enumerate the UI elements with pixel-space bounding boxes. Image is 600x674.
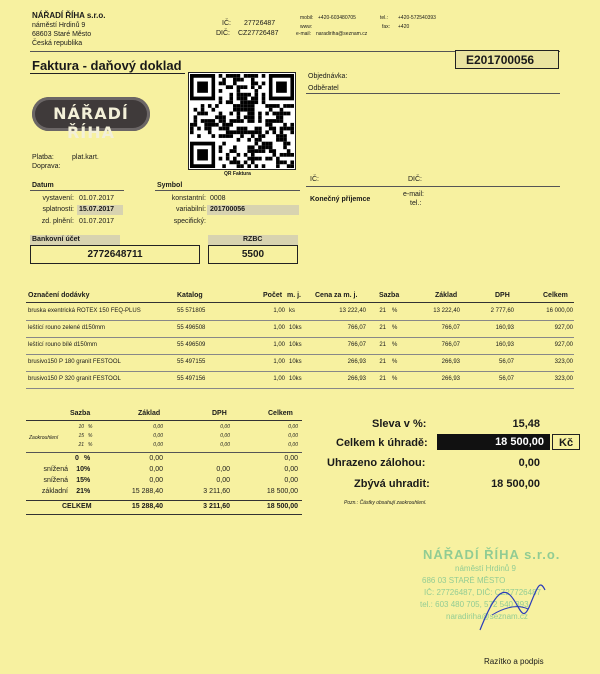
item-row-line (26, 371, 574, 372)
konstantni-label: konstantní: (171, 195, 206, 202)
vat-row-zaklad: 0,00 (149, 477, 163, 484)
item-zaklad: 266,93 (441, 376, 460, 382)
seller-ic: 27726487 (244, 20, 276, 27)
vat-row-rate: 21 (76, 488, 84, 495)
item-celkem: 323,00 (554, 359, 573, 365)
item-pct: % (392, 308, 398, 314)
items-header-cena: Cena za m. j. (315, 292, 358, 299)
item-pocet: 1,00 (273, 376, 285, 382)
seller-dic-label: DIČ: (216, 30, 230, 37)
customer-email-label: e-mail: (403, 191, 425, 198)
vat-round-dph: 0,00 (220, 442, 230, 448)
odberatel-divider (306, 93, 560, 94)
vat-zero-celkem: 0,00 (284, 455, 298, 462)
vat-round-rate: 15 (78, 433, 84, 439)
plneni-label: zd. plnění: (41, 218, 74, 225)
vat-header-line (26, 420, 302, 421)
item-row-line (26, 388, 574, 389)
item-zaklad: 766,07 (441, 325, 460, 331)
item-celkem: 323,00 (554, 376, 573, 382)
vat-total-celkem: 18 500,00 (266, 503, 298, 510)
item-dph: 160,93 (495, 325, 514, 331)
item-row-line (26, 320, 574, 321)
vat-header-sazba: Sazba (70, 410, 91, 417)
items-header-katalog: Katalog (177, 292, 203, 299)
item-pocet: 1,00 (273, 342, 285, 348)
invoice-number-box (455, 50, 559, 69)
item-sazba: 21 (379, 376, 386, 382)
vat-total-label: CELKEM (62, 503, 92, 510)
variabilni-label: variabilní: (176, 206, 206, 213)
item-katalog: 55 571805 (177, 308, 206, 314)
vat-row-label: základní (41, 488, 68, 495)
items-header-name: Označení dodávky (28, 292, 90, 299)
item-katalog: 55 496509 (177, 342, 206, 348)
vat-row-pct: % (84, 488, 91, 495)
zaloha-label: Uhrazeno zálohou: (327, 457, 426, 469)
company-logo: NÁŘADÍ ŘÍHA (32, 97, 150, 131)
vat-row-dph: 3 211,60 (203, 488, 230, 495)
item-pocet: 1,00 (273, 359, 285, 365)
item-sazba: 21 (379, 359, 386, 365)
item-name: bruska exentrická ROTEX 150 FEQ-PLUS (28, 308, 141, 314)
vat-round-zaklad: 0,00 (153, 424, 163, 430)
customer-ic-label: IČ: (310, 176, 319, 183)
item-sazba: 21 (379, 308, 386, 314)
vystaveni-label: vystavení: (42, 195, 74, 202)
item-cena: 266,93 (347, 359, 366, 365)
item-pct: % (392, 325, 398, 331)
vat-round-rate: 10 (78, 424, 84, 430)
seller-email: naradiriha@seznam.cz (316, 31, 368, 37)
vat-row-zaklad: 0,00 (149, 466, 163, 473)
item-celkem: 16 000,00 (546, 308, 573, 314)
currency: Kč (559, 437, 574, 449)
vat-round-rate: 21 (78, 442, 84, 448)
seller-mobil: +420-603480705 (318, 15, 356, 21)
vat-round-zaklad: 0,00 (153, 433, 163, 439)
rzbc-box (208, 245, 298, 264)
vat-header-celkem: Celkem (268, 410, 293, 417)
items-header-pocet: Počet (263, 292, 283, 299)
item-katalog: 55 497156 (177, 376, 206, 382)
item-katalog: 55 497155 (177, 359, 206, 365)
vat-round-pct: % (88, 424, 93, 430)
seller-name: NÁŘADÍ ŘÍHA s.r.o. (32, 11, 106, 20)
vat-zero-rate: 0 (75, 455, 79, 462)
vat-row-celkem: 0,00 (284, 477, 298, 484)
celkem-label: Celkem k úhradě: (336, 437, 428, 449)
item-zaklad: 766,07 (441, 342, 460, 348)
celkem-value: 18 500,00 (495, 436, 544, 448)
stamp-line-2: náměstí Hrdinů 9 (455, 564, 516, 573)
item-zaklad: 13 222,40 (433, 308, 460, 314)
item-cena: 13 222,40 (339, 308, 366, 314)
item-mj: 10ks (289, 325, 302, 331)
specificky-label: specifický: (173, 218, 206, 225)
invoice-number: E201700056 (466, 53, 535, 67)
items-header-sazba: Sazba (379, 292, 400, 299)
item-name: leštící rouno zelené d150mm (28, 325, 106, 331)
vat-round-dph: 0,00 (220, 424, 230, 430)
konstantni-value: 0008 (210, 195, 226, 202)
item-mj: ks (289, 308, 295, 314)
stamp-line-6: naradiriha@seznam.cz (446, 612, 528, 621)
seller-ic-label: IČ: (222, 20, 231, 27)
qr-label: QR Faktura (224, 171, 251, 177)
item-dph: 2 777,60 (490, 308, 514, 314)
vat-round-celkem: 0,00 (288, 424, 298, 430)
vystaveni-value: 01.07.2017 (79, 195, 115, 202)
vat-round-pct: % (88, 433, 93, 439)
stamp-line-5: tel.: 603 480 705, 572 540 393 (420, 600, 529, 609)
platba-value: plat.kart. (72, 154, 99, 161)
bank-label: Bankovní účet (32, 236, 80, 243)
vat-row-dph: 0,00 (216, 466, 230, 473)
vat-header-zaklad: Základ (138, 410, 161, 417)
items-header-mj: m. j. (287, 292, 302, 299)
customer-tel-label: tel.: (410, 200, 422, 207)
vat-header-dph: DPH (212, 410, 227, 417)
bank-account-box (30, 245, 200, 264)
seller-street: náměstí Hrdinů 9 (32, 22, 86, 29)
vat-round-dph: 0,00 (220, 433, 230, 439)
dates-header-line (30, 190, 124, 191)
vat-bottom-line (26, 514, 302, 515)
item-pct: % (392, 359, 398, 365)
item-dph: 56,07 (498, 376, 514, 382)
qr-code-icon (190, 74, 294, 168)
vat-row-rate: 15 (76, 477, 84, 484)
items-header-dph: DPH (495, 292, 510, 299)
item-dph: 56,07 (498, 359, 514, 365)
odberatel-label: Odběratel (308, 85, 339, 92)
item-pocet: 1,00 (273, 325, 285, 331)
vat-row-zaklad: 15 288,40 (131, 488, 163, 495)
seller-mobil-label: mobil: (300, 15, 314, 21)
page-title: Faktura - daňový doklad (32, 58, 182, 73)
vat-zero-zaklad: 0,00 (149, 455, 163, 462)
zbyva-value: 18 500,00 (491, 478, 540, 490)
vat-row-label: snížená (43, 466, 68, 473)
vat-round-line (26, 452, 302, 453)
item-sazba: 21 (379, 325, 386, 331)
vat-row-pct: % (84, 466, 91, 473)
rzbc-label: RZBC (243, 236, 263, 243)
item-sazba: 21 (379, 342, 386, 348)
dates-header: Datum (32, 182, 54, 189)
item-pct: % (392, 376, 398, 382)
vat-round-pct: % (88, 442, 93, 448)
bank-account: 2772648711 (87, 249, 143, 260)
title-underline (30, 73, 185, 74)
seller-fax: +420 (398, 24, 410, 30)
items-header-celkem: Celkem (543, 292, 568, 299)
vat-total-dph: 3 211,60 (203, 503, 230, 510)
summary-note: Pozn.: Částky obsahují zaokrouhlení. (344, 500, 427, 506)
item-dph: 160,93 (495, 342, 514, 348)
item-cena: 266,93 (347, 376, 366, 382)
signature-label: Razítko a podpis (484, 657, 544, 666)
stamp-line-3: 686 03 STARÉ MĚSTO (422, 576, 506, 585)
seller-tel: +420-572540393 (398, 15, 436, 21)
vat-round-celkem: 0,00 (288, 433, 298, 439)
item-name: leštící rouno bílé d150mm (28, 342, 98, 348)
item-celkem: 927,00 (554, 325, 573, 331)
customer-ic-divider (306, 186, 560, 187)
zbyva-label: Zbývá uhradit: (354, 478, 430, 490)
splatnosti-label: splatnosti: (42, 206, 74, 213)
stamp-line-1: NÁŘADÍ ŘÍHA s.r.o. (423, 547, 561, 562)
seller-fax-label: fax: (382, 24, 391, 30)
seller-dic: CZ27726487 (238, 30, 279, 37)
objednavka-label: Objednávka: (308, 73, 348, 80)
vat-total-line (26, 500, 302, 501)
zaloha-value: 0,00 (518, 457, 540, 469)
celkem-box (437, 434, 550, 450)
seller-city: 68603 Staré Město (32, 31, 92, 38)
vat-row-dph: 0,00 (216, 477, 230, 484)
zaokrouhleni-label: Zaokrouhlení (29, 435, 59, 441)
seller-tel-label: tel.: (380, 15, 389, 21)
splatnosti-value: 15.07.2017 (79, 206, 115, 213)
signature-icon (470, 575, 550, 635)
customer-dic-label: DIČ: (408, 176, 422, 183)
symbols-header-line (155, 190, 300, 191)
item-name: brusivo150 P 180 granit FESTOOL (28, 359, 121, 365)
item-mj: 10ks (289, 342, 302, 348)
vat-row-pct: % (84, 477, 91, 484)
item-zaklad: 266,93 (441, 359, 460, 365)
currency-box (552, 434, 580, 450)
seller-email-label: e-mail: (296, 31, 312, 37)
vat-row-label: snížená (43, 477, 68, 484)
stamp-line-4: IČ: 27726487, DIČ: CZ27726487 (424, 588, 541, 597)
item-name: brusivo150 P 320 granit FESTOOL (28, 376, 121, 382)
rzbc-value: 5500 (241, 249, 265, 260)
konecny-prijemce-label: Konečný příjemce (310, 196, 371, 203)
symbols-header: Symbol (157, 182, 183, 189)
sleva-value: 15,48 (512, 418, 540, 430)
plneni-value: 01.07.2017 (79, 218, 115, 225)
item-cena: 766,07 (347, 325, 366, 331)
vat-round-celkem: 0,00 (288, 442, 298, 448)
variabilni-value: 201700056 (210, 206, 246, 213)
vat-row-celkem: 0,00 (284, 466, 298, 473)
items-header-line (26, 302, 574, 303)
item-katalog: 55 496508 (177, 325, 206, 331)
doprava-label: Doprava: (32, 163, 61, 170)
platba-label: Platba: (32, 154, 54, 161)
item-celkem: 927,00 (554, 342, 573, 348)
item-pocet: 1,00 (273, 308, 285, 314)
vat-total-zaklad: 15 288,40 (131, 503, 163, 510)
seller-country: Česká republika (32, 40, 83, 47)
item-mj: 10ks (289, 376, 302, 382)
vat-row-rate: 10 (76, 466, 84, 473)
seller-www-label: www: (300, 24, 313, 30)
items-header-zaklad: Základ (435, 292, 458, 299)
vat-row-celkem: 18 500,00 (266, 488, 298, 495)
item-row-line (26, 337, 574, 338)
item-row-line (26, 354, 574, 355)
sleva-label: Sleva v %: (372, 418, 427, 430)
vat-zero-pct: % (84, 455, 91, 462)
item-pct: % (392, 342, 398, 348)
item-cena: 766,07 (347, 342, 366, 348)
item-mj: 10ks (289, 359, 302, 365)
vat-round-zaklad: 0,00 (153, 442, 163, 448)
